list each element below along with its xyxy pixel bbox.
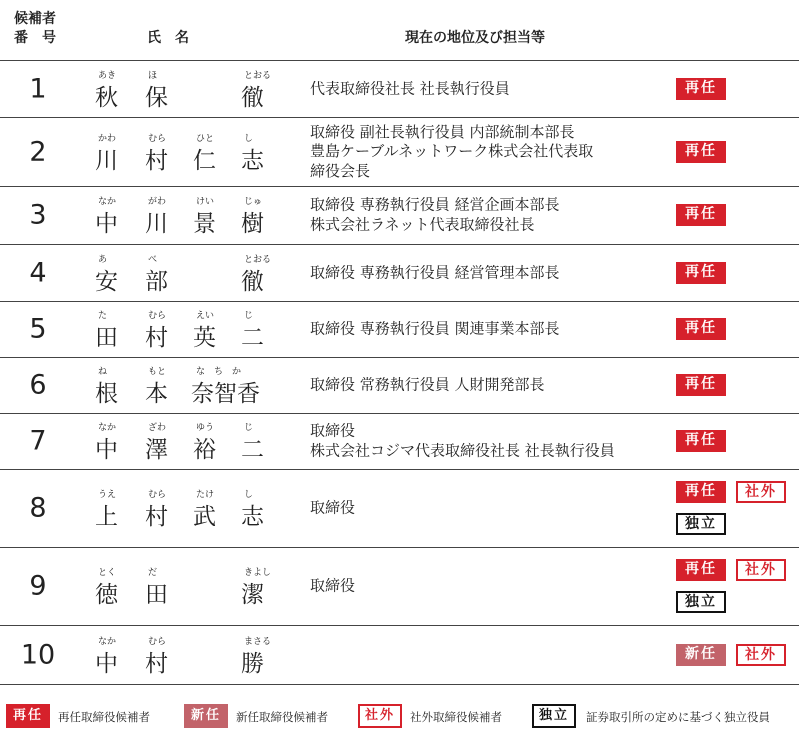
- status-badge: 社外: [736, 559, 786, 581]
- candidate-number: 9: [29, 570, 47, 602]
- position-text: [310, 498, 355, 518]
- name-ruby: けい: [196, 197, 215, 207]
- header-name: 氏 名: [147, 30, 189, 46]
- status-badge: 再任: [676, 430, 726, 452]
- position-line: 株式会社コジマ代表取締役社長 社長執行役員: [310, 441, 615, 459]
- status-badge: 再任: [676, 141, 726, 163]
- name-character: 村: [145, 147, 168, 174]
- legend-badge-new: 新任: [184, 704, 228, 728]
- name-character: 二: [241, 325, 264, 351]
- table-row: [0, 413, 799, 469]
- name-ruby: だ: [148, 568, 158, 578]
- position-text: [310, 422, 615, 461]
- name-character: 仁: [193, 147, 216, 174]
- name-character: 中: [95, 211, 118, 237]
- name-character: 川: [95, 147, 118, 174]
- name-character: 田: [145, 582, 168, 608]
- name-character: 部: [145, 268, 168, 295]
- name-ruby: もと: [148, 367, 167, 377]
- name-ruby: かわ: [98, 133, 117, 144]
- legend-text-new: 新任取締役候補者: [236, 710, 328, 724]
- name-ruby: た: [98, 311, 108, 321]
- status-badge: 社外: [736, 481, 786, 503]
- name-ruby: えい: [196, 311, 215, 321]
- candidate-number: 1: [29, 73, 47, 104]
- name-character: 上: [95, 504, 118, 530]
- name-character: 裕: [193, 437, 216, 463]
- position-line: 取締役 専務執行役員 関連事業本部長: [310, 319, 560, 338]
- table-row: [0, 186, 799, 244]
- legend-text-outside: 社外取締役候補者: [410, 710, 502, 724]
- name-ruby: なか: [98, 636, 117, 647]
- name-ruby: うえ: [98, 490, 117, 500]
- name-ruby: じ: [244, 311, 254, 321]
- position-text: [310, 122, 593, 181]
- status-badge: 再任: [676, 559, 726, 581]
- table-row: [0, 357, 799, 413]
- position-line: 株式会社ラネット代表取締役社長: [310, 215, 535, 233]
- position-line: 取締役: [310, 576, 356, 595]
- name-ruby: とおる: [244, 70, 272, 81]
- name-character: 村: [145, 504, 168, 530]
- row-divider: [0, 684, 799, 685]
- position-line: 取締役: [310, 421, 356, 440]
- name-ruby: まさる: [244, 636, 272, 647]
- candidate-number: 6: [29, 369, 47, 401]
- name-character: 志: [241, 504, 264, 530]
- position-line: 取締役 常務執行役員 人財開発部長: [310, 375, 545, 394]
- name-character: 二: [241, 437, 264, 463]
- candidate-number: 7: [29, 425, 47, 457]
- name-character: 勝: [241, 650, 264, 677]
- position-line: 代表取締役社長 社長執行役員: [310, 78, 510, 97]
- name-character: 澤: [145, 437, 168, 463]
- name-ruby: べ: [148, 254, 158, 265]
- position-line: 取締役 副社長執行役員 内部統制本部長: [310, 122, 575, 141]
- name-ruby: ゆう: [196, 423, 215, 433]
- header-number-line2: 番 号: [14, 30, 56, 46]
- name-ruby: むら: [148, 133, 167, 144]
- name-ruby: きよし: [244, 568, 272, 578]
- name-character: 志: [241, 147, 264, 174]
- name-character: 奈智香: [191, 381, 260, 407]
- name-ruby: むら: [148, 490, 167, 500]
- name-ruby: ね: [98, 367, 108, 377]
- position-line: 豊島ケーブルネットワーク株式会社代表取: [310, 141, 594, 160]
- name-character: 本: [145, 381, 168, 407]
- name-character: 景: [193, 211, 216, 237]
- name-character: 武: [193, 504, 216, 530]
- legend-badge-independent: 独立: [532, 704, 576, 728]
- name-ruby: し: [244, 490, 254, 500]
- position-text: [310, 319, 560, 339]
- status-badge: 再任: [676, 78, 726, 100]
- name-character: 中: [95, 650, 118, 677]
- name-character: 英: [193, 325, 216, 351]
- candidate-number: 3: [29, 199, 47, 231]
- name-ruby: あき: [98, 70, 117, 81]
- name-character: 村: [145, 325, 168, 351]
- name-ruby: とく: [98, 568, 117, 578]
- name-ruby: ひと: [196, 133, 215, 144]
- name-character: 保: [145, 84, 168, 111]
- name-character: 秋: [95, 84, 118, 111]
- name-character: 徹: [241, 268, 264, 295]
- status-badge: 再任: [676, 262, 726, 284]
- position-line: 取締役 専務執行役員 経営企画本部長: [310, 195, 560, 214]
- name-ruby: がわ: [148, 197, 167, 207]
- position-line: 取締役 専務執行役員 経営管理本部長: [310, 262, 560, 281]
- legend-badge-reappoint: 再任: [6, 704, 50, 728]
- name-ruby: ざわ: [148, 423, 167, 433]
- name-character: 中: [95, 437, 118, 463]
- status-badge: 再任: [676, 374, 726, 396]
- position-text: [310, 196, 560, 235]
- header-number-line1: 候補者: [14, 11, 56, 27]
- candidate-number: 10: [20, 639, 56, 670]
- status-badge: 新任: [676, 644, 726, 666]
- table-row: [0, 301, 799, 357]
- table-row: [0, 547, 799, 625]
- legend-text-independent: 証券取引所の定めに基づく独立役員: [586, 710, 770, 724]
- table-row: [0, 469, 799, 547]
- name-ruby: たけ: [196, 490, 215, 500]
- legend: [0, 704, 799, 728]
- name-ruby: ほ: [148, 70, 158, 81]
- position-line: 締役会長: [310, 161, 371, 180]
- name-ruby: とおる: [244, 254, 272, 265]
- name-ruby: あ: [98, 254, 108, 265]
- status-badge: 独立: [676, 513, 726, 535]
- status-badge: 再任: [676, 481, 726, 503]
- name-character: 川: [145, 211, 168, 237]
- legend-badge-outside: 社外: [358, 704, 402, 728]
- name-ruby: むら: [148, 636, 167, 647]
- legend-text-reappoint: 再任取締役候補者: [58, 710, 150, 724]
- name-character: 安: [95, 268, 118, 295]
- name-character: 徳: [95, 582, 118, 608]
- name-ruby: なか: [98, 423, 117, 433]
- table-row: [0, 244, 799, 301]
- candidate-number: 5: [29, 313, 47, 345]
- name-character: 根: [95, 381, 118, 407]
- status-badge: 独立: [676, 591, 726, 613]
- name-character: 樹: [241, 211, 264, 237]
- name-character: 潔: [241, 582, 264, 608]
- status-badge: 再任: [676, 204, 726, 226]
- header-candidate-number: [0, 10, 70, 48]
- name-ruby: むら: [148, 311, 167, 321]
- position-text: [310, 576, 355, 596]
- name-ruby: なか: [98, 197, 117, 207]
- table-row: [0, 60, 799, 117]
- candidate-number: 4: [29, 257, 47, 288]
- status-badge: 社外: [736, 644, 786, 666]
- name-ruby: な ち か: [196, 367, 242, 377]
- position-text: [310, 263, 560, 283]
- name-character: 村: [145, 650, 168, 677]
- position-text: [310, 375, 545, 395]
- name-ruby: じゅ: [244, 197, 263, 207]
- header-position: 現在の地位及び担当等: [405, 30, 545, 46]
- table-row: [0, 117, 799, 186]
- name-ruby: し: [244, 133, 254, 144]
- name-character: 徹: [241, 84, 264, 111]
- candidate-number: 2: [29, 136, 47, 167]
- position-text: [310, 79, 510, 99]
- table-row: [0, 625, 799, 684]
- name-character: 田: [95, 325, 118, 351]
- name-ruby: じ: [244, 423, 254, 433]
- position-line: 取締役: [310, 498, 356, 517]
- status-badge: 再任: [676, 318, 726, 340]
- candidate-number: 8: [29, 492, 47, 524]
